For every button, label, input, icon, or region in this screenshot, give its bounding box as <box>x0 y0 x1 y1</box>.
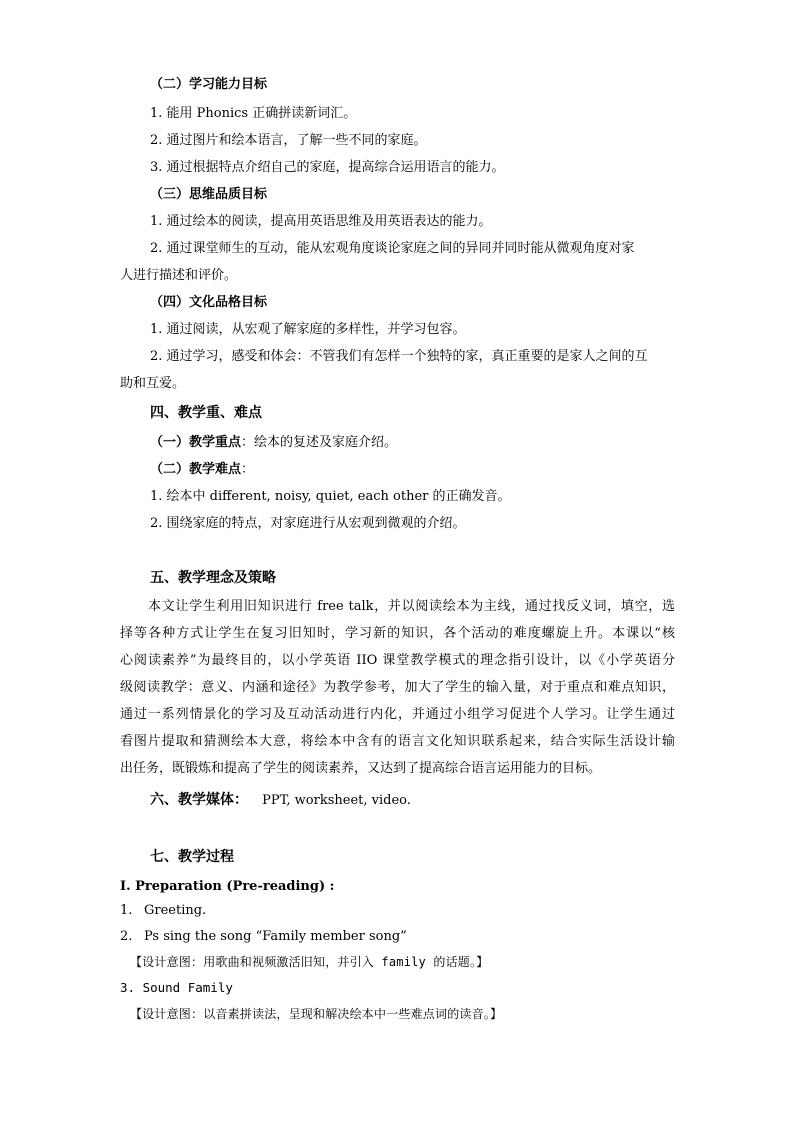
step-text: Ps sing the song “Family member song” <box>144 929 407 944</box>
key-point-line <box>150 434 397 452</box>
list-item: 2. 围绕家庭的特点，对家庭进行从宏观到微观的介绍。 <box>150 516 466 531</box>
list-item: 2. 通过课堂师生的互动，能从宏观角度谈论家庭之间的异同并同时能从微观角度对家 <box>150 241 635 256</box>
step-number: 2. <box>120 929 133 944</box>
paragraph-line: 本文让学生利用旧知识进行 free talk，并以阅读绘本为主线，通过找反义词，填空，选 <box>148 599 675 614</box>
section-heading-learning-ability: （二）学习能力目标 <box>150 77 268 92</box>
list-item: 3. 通过根据特点介绍自己的家庭，提高综合运用语言的能力。 <box>150 160 505 175</box>
list-item: 1. 能用 Phonics 正确拼读新词汇。 <box>150 106 357 121</box>
list-item-continuation: 助和互爱。 <box>120 376 186 391</box>
section-heading-cultural-character: （四）文化品格目标 <box>150 295 268 310</box>
paragraph-line: 级阅读教学：意义、内涵和途径》为教学参考，加大了学生的输入量，对于重点和难点知识， <box>120 680 675 695</box>
difficult-point-text: ： <box>241 462 255 477</box>
teaching-media-line <box>150 791 411 810</box>
step-number: 1. <box>120 903 133 918</box>
difficult-point-label: （二）教学难点 <box>150 462 242 477</box>
paragraph-line: 出任务，既锻炼和提高了学生的阅读素养，又达到了提高综合语言运用能力的目标。 <box>120 761 602 776</box>
section-heading-teaching-philosophy: 五、教学理念及策略 <box>150 570 276 586</box>
teaching-media-text: PPT, worksheet, video. <box>262 793 411 808</box>
paragraph-line: 通过一系列情景化的学习及互动活动进行内化，并通过小组学习促进个人学习。让学生通过 <box>120 707 675 722</box>
paragraph-line: 心阅读素养”为最终目的，以小学英语 IIO 课堂教学模式的理念指引设计，以《小学英语分 <box>120 653 675 668</box>
list-item: 2. 通过图片和绘本语言，了解一些不同的家庭。 <box>150 133 427 148</box>
list-item-continuation: 人进行描述和评价。 <box>120 268 238 283</box>
paragraph-line: 择等各种方式让学生在复习旧知时，学习新的知识，各个活动的难度螺旋上升。本课以“核 <box>120 626 675 641</box>
section-heading-teaching-media: 六、教学媒体： <box>150 792 248 808</box>
list-item: 2. 通过学习，感受和体会：不管我们有怎样一个独特的家，真正重要的是家人之间的互 <box>150 349 648 364</box>
paragraph-line: 看图片提取和猜测绘本大意，将绘本中含有的语言文化知识联系起来，结合实际生活设计输 <box>120 734 675 749</box>
step-text: Greeting. <box>144 903 207 918</box>
list-item: 1. 通过绘本的阅读，提高用英语思维及用英语表达的能力。 <box>150 214 492 229</box>
design-intent-note: 【设计意图：以音素拼读法，呈现和解决绘本中一些难点词的读音。】 <box>130 1007 503 1021</box>
section-heading-teaching-process: 七、教学过程 <box>150 849 234 865</box>
key-point-label: （一）教学重点 <box>150 435 242 450</box>
design-intent-note: 【设计意图：用歌曲和视频激活旧知，并引入 family 的话题。】 <box>130 955 489 969</box>
part-heading-preparation: I. Preparation (Pre-reading) : <box>120 879 335 894</box>
list-item: 1. 绘本中 different, noisy, quiet, each other 的正确发音。 <box>150 489 511 504</box>
section-heading-thinking-quality: （三）思维品质目标 <box>150 187 268 202</box>
difficult-point-line <box>150 461 254 479</box>
key-point-text: ：绘本的复述及家庭介绍。 <box>241 435 398 450</box>
step-text: 3. Sound Family <box>120 980 233 995</box>
list-item: 1. 通过阅读，从宏观了解家庭的多样性，并学习包容。 <box>150 322 466 337</box>
section-heading-key-difficult-points: 四、教学重、难点 <box>150 405 262 421</box>
